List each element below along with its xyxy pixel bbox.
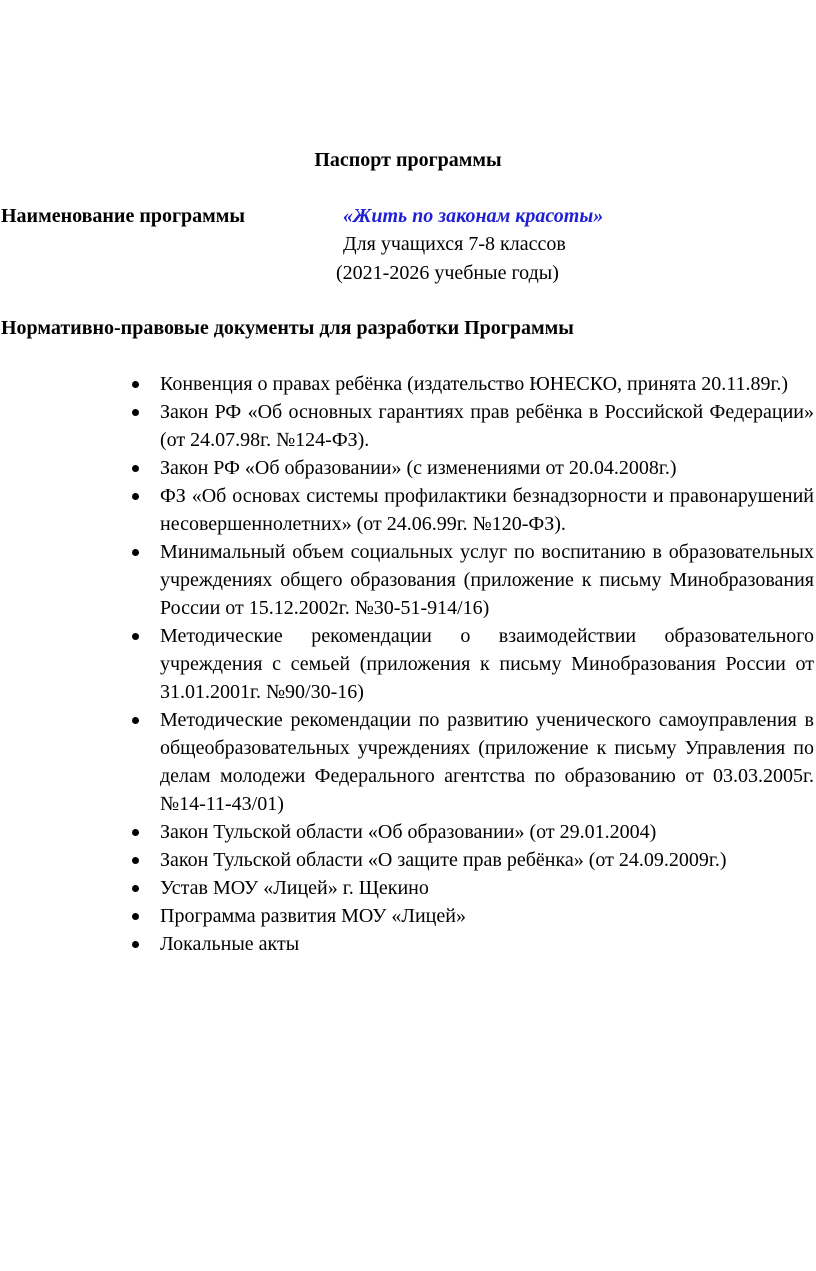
list-item (160, 622, 814, 706)
list-item (160, 398, 814, 454)
program-audience: Для учащихся 7-8 классов (343, 233, 566, 255)
list-item-text: Закон Тульской области «Об образовании» (от 29.01.2004) (160, 821, 657, 843)
bullet-icon (132, 381, 139, 388)
bullet-icon (132, 913, 139, 920)
list-item (160, 370, 814, 398)
bullet-icon (132, 885, 139, 892)
list-item-text: Конвенция о правах ребёнка (издательство ЮНЕСКО, принята 20.11.89г.) (160, 373, 789, 395)
list-item (160, 818, 814, 846)
program-years: (2021-2026 учебные годы) (336, 262, 559, 284)
list-item-text: Методические рекомендации о взаимодействии образовательного учреждения с семьей (приложения к письму Минобразования России от 31.01.2001г. №90/30-16) (160, 625, 814, 703)
list-item-text: Закон Тульской области «О защите прав ребёнка» (от 24.09.2009г.) (160, 849, 727, 871)
bullet-icon (132, 941, 139, 948)
bullet-icon (132, 465, 139, 472)
list-item (160, 454, 814, 482)
list-item (160, 482, 814, 538)
list-item-text: Закон РФ «Об образовании» (с изменениями от 20.04.2008г.) (160, 457, 677, 479)
docs-heading: Нормативно-правовые документы для разработки Программы (1, 317, 574, 339)
bullet-icon (132, 633, 139, 640)
list-item (160, 538, 814, 622)
list-item-text: Закон РФ «Об основных гарантиях прав ребёнка в Российской Федерации» (от 24.07.98г. №124-ФЗ). (160, 401, 814, 451)
list-item-text: Устав МОУ «Лицей» г. Щекино (160, 877, 429, 899)
bullet-icon (132, 549, 139, 556)
bullet-icon (132, 857, 139, 864)
bullet-icon (132, 409, 139, 416)
bullet-icon (132, 829, 139, 836)
list-item (160, 930, 814, 958)
list-item (160, 902, 814, 930)
bullet-icon (132, 717, 139, 724)
page-title: Паспорт программы (314, 149, 502, 171)
list-item-text: Методические рекомендации по развитию ученического самоуправления в общеобразовательных учреждениях (приложение к письму Управления по делам молодежи Федерального агентства по образованию от 03.03.2005г. №14-11-43/01) (160, 709, 814, 815)
list-item (160, 874, 814, 902)
list-item-text: Локальные акты (160, 933, 300, 955)
list-item (160, 846, 814, 874)
program-name: «Жить по законам красоты» (343, 205, 604, 227)
list-item (160, 706, 814, 818)
list-item-text: Минимальный объем социальных услуг по воспитанию в образовательных учреждениях общего образования (приложение к письму Минобразования России от 15.12.2002г. №30-51-914/16) (160, 541, 814, 619)
list-item-text: Программа развития МОУ «Лицей» (160, 905, 466, 927)
program-label: Наименование программы (1, 205, 246, 227)
bullet-icon (132, 493, 139, 500)
list-item-text: ФЗ «Об основах системы профилактики безнадзорности и правонарушений несовершеннолетних» (от 24.06.99г. №120-ФЗ). (160, 485, 814, 535)
docs-list (0, 370, 816, 958)
